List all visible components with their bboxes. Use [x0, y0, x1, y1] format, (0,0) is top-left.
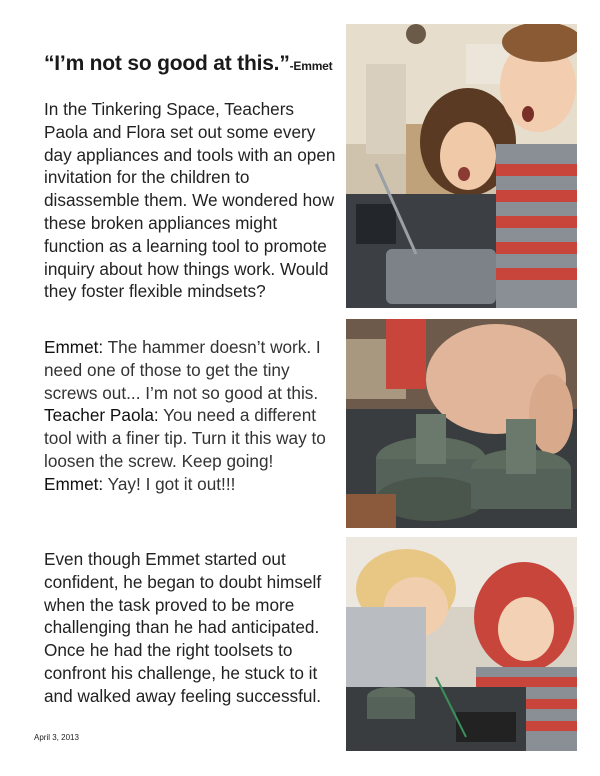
photo-two-boys-tinkering — [346, 537, 577, 751]
dialogue-line — [44, 336, 336, 404]
closing-paragraph: Even though Emmet started out confident, he began to doubt himself when the task proved to be more challenging than he had anticipated. Once he had the right toolsets to confront his challenge, he stuck to it and walked away feeling successful. — [44, 549, 322, 706]
dialogue-line — [44, 473, 336, 496]
ceiling-fan-icon — [406, 24, 426, 44]
intro-paragraph: In the Tinkering Space, Teachers Paola and Flora set out some every day appliances and tools with an open invitation for the children to disassemble them. We wondered how these broken appliances might function as a learning tool to promote inquiry about how things work. Would they foster flexible mindsets? — [44, 99, 336, 302]
photo-children-disassembling — [346, 24, 577, 308]
title-attribution: -Emmet — [289, 59, 333, 73]
dialogue-block — [44, 336, 336, 496]
speaker-label: Teacher Paola: — [44, 405, 159, 426]
speaker-label: Emmet: — [44, 337, 104, 357]
title-quote: “I’m not so good at this.” — [44, 52, 290, 75]
page-title — [44, 52, 344, 76]
date-label: April 3, 2013 — [34, 733, 79, 742]
photo-hand-with-gears — [346, 319, 577, 528]
dialogue-line — [44, 404, 336, 472]
dialogue-text: The hammer doesn’t work. I need one of those to get the tiny screws out... I’m not so good at this. — [44, 337, 321, 403]
dialogue-text: Yay! I got it out!!! — [103, 473, 236, 494]
dialogue-text: You need a different tool with a finer tip. Turn it this way to loosen the screw. Keep going! — [44, 405, 326, 471]
speaker-label: Emmet: — [44, 473, 104, 494]
